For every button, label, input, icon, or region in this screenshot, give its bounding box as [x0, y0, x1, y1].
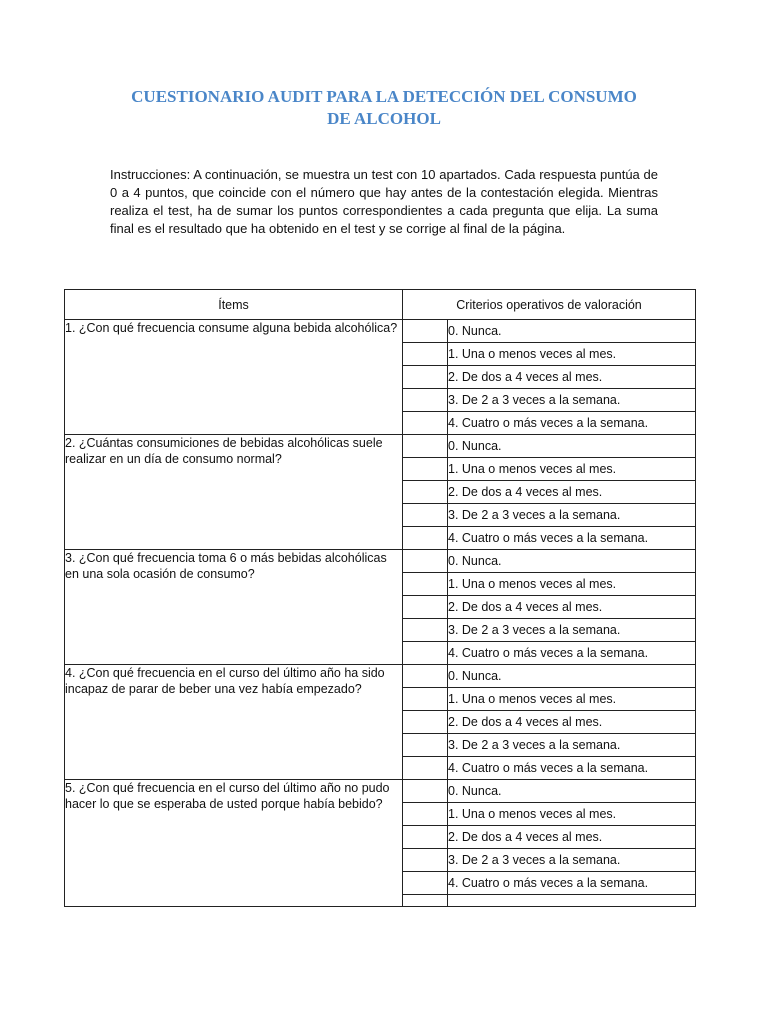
answer-option: 0. Nunca.: [448, 665, 696, 688]
empty-option-cell: [448, 895, 696, 907]
instructions-paragraph: Instrucciones: A continuación, se muestra un test con 10 apartados. Cada respuesta puntúa de 0 a 4 puntos, que coincide con el número que hay antes de la contestación elegida. Mientras realiza el test, ha de sumar los puntos correspondientes a cada pregunta que elija. La suma final es el resultado que ha obtenido en el test y se corrige al final de la página.: [110, 167, 658, 236]
score-cell: [403, 320, 448, 343]
score-cell: [403, 803, 448, 826]
score-cell: [403, 366, 448, 389]
answer-option: 3. De 2 a 3 veces a la semana.: [448, 734, 696, 757]
question-text: 5. ¿Con qué frecuencia en el curso del último año no pudo hacer lo que se esperaba de usted porque había bebido?: [65, 780, 403, 907]
answer-option: 1. Una o menos veces al mes.: [448, 573, 696, 596]
answer-option: 2. De dos a 4 veces al mes.: [448, 711, 696, 734]
score-cell: [403, 642, 448, 665]
answer-option: 3. De 2 a 3 veces a la semana.: [448, 504, 696, 527]
score-cell: [403, 872, 448, 895]
document-title: [64, 86, 704, 130]
answer-option: 3. De 2 a 3 veces a la semana.: [448, 389, 696, 412]
option-row: [65, 550, 696, 573]
answer-option: 4. Cuatro o más veces a la semana.: [448, 757, 696, 780]
answer-option: 3. De 2 a 3 veces a la semana.: [448, 849, 696, 872]
score-cell: [403, 895, 448, 907]
question-text: 4. ¿Con qué frecuencia en el curso del último año ha sido incapaz de parar de beber una vez había empezado?: [65, 665, 403, 780]
score-cell: [403, 389, 448, 412]
question-text: 1. ¿Con qué frecuencia consume alguna bebida alcohólica?: [65, 320, 403, 435]
option-row: [65, 435, 696, 458]
question-text: 2. ¿Cuántas consumiciones de bebidas alcohólicas suele realizar en un día de consumo normal?: [65, 435, 403, 550]
answer-option: 4. Cuatro o más veces a la semana.: [448, 642, 696, 665]
score-cell: [403, 412, 448, 435]
answer-option: 1. Una o menos veces al mes.: [448, 803, 696, 826]
answer-option: 4. Cuatro o más veces a la semana.: [448, 412, 696, 435]
answer-option: 2. De dos a 4 veces al mes.: [448, 481, 696, 504]
score-cell: [403, 688, 448, 711]
score-cell: [403, 527, 448, 550]
score-cell: [403, 573, 448, 596]
option-row: [65, 780, 696, 803]
answer-option: 1. Una o menos veces al mes.: [448, 688, 696, 711]
score-cell: [403, 780, 448, 803]
criteria-column-header: Criterios operativos de valoración: [403, 290, 696, 320]
answer-option: 0. Nunca.: [448, 780, 696, 803]
score-cell: [403, 665, 448, 688]
answer-option: 2. De dos a 4 veces al mes.: [448, 366, 696, 389]
score-cell: [403, 550, 448, 573]
score-cell: [403, 343, 448, 366]
score-cell: [403, 458, 448, 481]
option-row: [65, 320, 696, 343]
title-line-1: CUESTIONARIO AUDIT PARA LA DETECCIÓN DEL CONSUMO: [131, 87, 637, 106]
score-cell: [403, 826, 448, 849]
answer-option: 1. Una o menos veces al mes.: [448, 458, 696, 481]
answer-option: 1. Una o menos veces al mes.: [448, 343, 696, 366]
score-cell: [403, 481, 448, 504]
answer-option: 0. Nunca.: [448, 435, 696, 458]
answer-option: 0. Nunca.: [448, 550, 696, 573]
answer-option: 0. Nunca.: [448, 320, 696, 343]
score-cell: [403, 596, 448, 619]
score-cell: [403, 849, 448, 872]
option-row: [65, 665, 696, 688]
score-cell: [403, 711, 448, 734]
question-text: 3. ¿Con qué frecuencia toma 6 o más bebidas alcohólicas en una sola ocasión de consumo?: [65, 550, 403, 665]
score-cell: [403, 504, 448, 527]
score-cell: [403, 757, 448, 780]
score-cell: [403, 435, 448, 458]
title-line-2: DE ALCOHOL: [327, 109, 441, 128]
items-column-header: Ítems: [65, 290, 403, 320]
answer-option: 4. Cuatro o más veces a la semana.: [448, 527, 696, 550]
answer-option: 2. De dos a 4 veces al mes.: [448, 596, 696, 619]
audit-questionnaire-table: [64, 289, 696, 907]
answer-option: 4. Cuatro o más veces a la semana.: [448, 872, 696, 895]
answer-option: 3. De 2 a 3 veces a la semana.: [448, 619, 696, 642]
score-cell: [403, 734, 448, 757]
score-cell: [403, 619, 448, 642]
answer-option: 2. De dos a 4 veces al mes.: [448, 826, 696, 849]
table-header-row: [65, 290, 696, 320]
